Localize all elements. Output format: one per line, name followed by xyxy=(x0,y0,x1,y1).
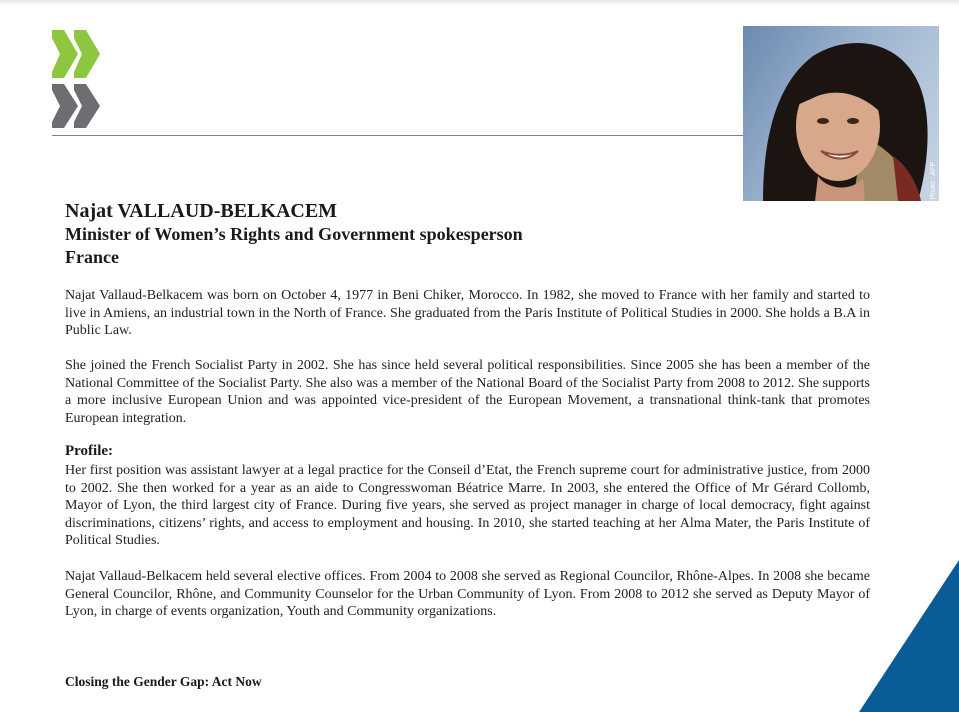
bio-paragraph-1: Najat Vallaud-Belkacem was born on October 4, 1977 in Beni Chiker, Morocco. In 1982, she moved to France with her family and started to live in Amiens, an industrial town in the North of France. She graduated from the Paris Institute of Political Studies in 2000. She holds a B.A in Public Law. xyxy=(65,288,870,338)
footer-title: Closing the Gender Gap: Act Now xyxy=(65,674,262,689)
bio-paragraph-2: She joined the French Socialist Party in 2002. She has since held several political responsibilities. Since 2005 she has been a member of the National Committee of the Socialist Party. She also was a member of the National Board of the Socialist Party from 2008 to 2012. She supports a more inclusive European Union and was appointed vice-president of the European Movement, a transnational think-tank that promotes European integration. xyxy=(65,358,870,426)
header-rule xyxy=(52,135,744,136)
portrait-photo xyxy=(743,26,939,201)
portrait-illustration xyxy=(743,26,939,201)
person-role: Minister of Women’s Rights and Government spokesperson xyxy=(65,224,523,244)
top-shadow xyxy=(0,0,959,6)
profile-paragraph-1: Her first position was assistant lawyer at a legal practice for the Conseil d’Etat, the French supreme court for administrative justice, from 2000 to 2002. She then worked for a year as an aide to Congresswoman Béatrice Marre. In 2003, she entered the Office of Mr Gérard Collomb, Mayor of Lyon, the third largest city of France. During five years, she served as project manager in charge of local democracy, fight against discriminations, citizens’ rights, and access to employment and housing. In 2010, she started teaching at her Alma Mater, the Paris Institute of Political Studies. xyxy=(65,463,870,548)
photo-credit: Photo : AFP xyxy=(930,161,937,199)
profile-paragraph-2: Najat Vallaud-Belkacem held several elective offices. From 2004 to 2008 she served as Regional Councilor, Rhône-Alpes. In 2008 she became General Councilor, Rhône, and Community Counselor for the Urban Community of Lyon. From 2008 to 2012 she served as Deputy Mayor of Lyon, in charge of events organization, Youth and Community organizations. xyxy=(65,569,870,619)
profile-heading: Profile: xyxy=(65,443,114,459)
person-country: France xyxy=(65,247,119,267)
oecd-chevrons-logo xyxy=(50,28,102,132)
corner-decoration xyxy=(859,560,959,712)
person-name: Najat VALLAUD-BELKACEM xyxy=(65,200,338,222)
